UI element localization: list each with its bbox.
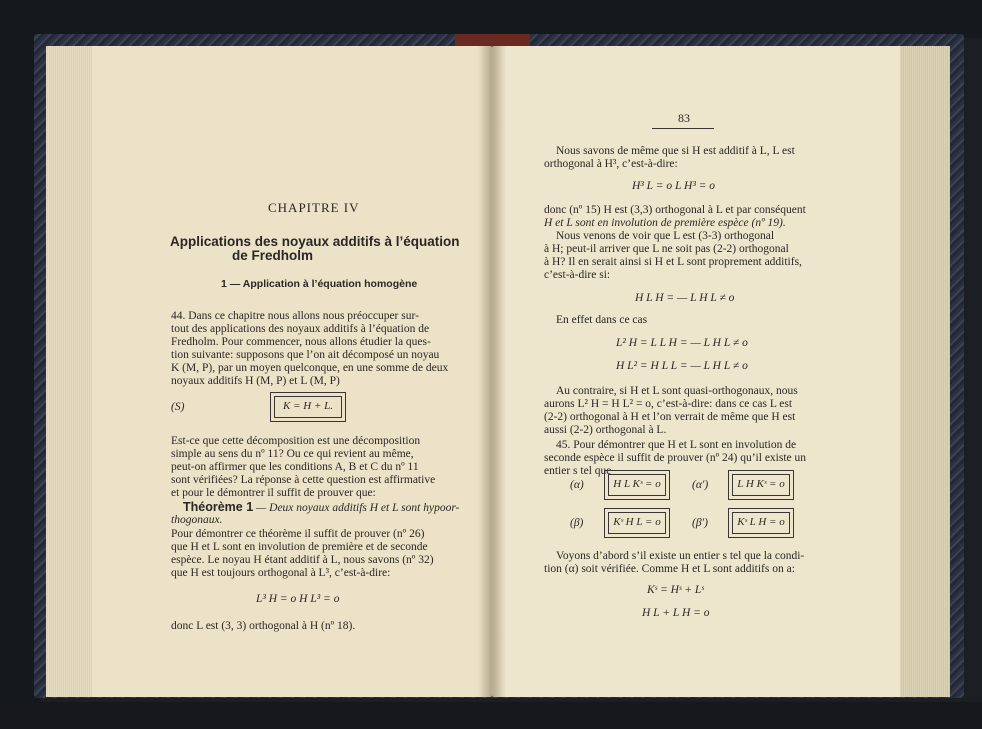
condition-alpha-label: (α) — [570, 479, 584, 491]
r-paragraph-1-line: Nous savons de même que si H est additif à L, L est — [556, 145, 795, 157]
condition-beta-label: (β) — [570, 517, 584, 529]
condition-alpha-prime-box — [728, 470, 794, 500]
r-paragraph-2-line: à H? Il en serait ainsi si H et L sont proprement additifs, — [544, 256, 802, 268]
r-paragraph-2-line: donc (nº 15) H est (3,3) orthogonal à L et par conséquent — [544, 204, 806, 216]
section-heading: 1 — Application à l’équation homogène — [221, 278, 418, 290]
theorem-label: Théorème 1 — [183, 500, 254, 514]
background-bottom — [0, 702, 982, 729]
paragraph-4: donc L est (3, 3) orthogonal à H (nº 18). — [171, 620, 356, 632]
paragraph-44-line: noyaux additifs H (M, P) et L (M, P) — [171, 375, 340, 387]
paragraph-2-line: sont vérifiées? La réponse à cette question est affirmative — [171, 474, 436, 486]
condition-beta-box — [604, 508, 670, 538]
paragraph-3-line: que H est toujours orthogonal à L³, c’est-à-dire: — [171, 567, 391, 579]
equation-s-label: (S) — [171, 401, 185, 413]
chapter-title-line2: de Fredholm — [232, 248, 314, 263]
left-page-edge — [46, 46, 92, 697]
r-paragraph-5-line: Voyons d’abord s’il existe un entier s tel que la condi- — [556, 550, 805, 562]
condition-beta-prime: Kˢ L H = o — [732, 512, 790, 534]
r-paragraph-45-line: 45. Pour démontrer que H et L sont en involution de — [556, 439, 797, 451]
paragraph-3-line: que H et L sont en involution de première et de seconde — [171, 541, 428, 553]
condition-alpha-prime: L H Kˢ = o — [732, 474, 790, 496]
paragraph-44-line: 44. Dans ce chapitre nous allons nous préoccuper sur- — [171, 310, 419, 322]
r-paragraph-4-line: aussi (2-2) orthogonal à L. — [544, 424, 667, 436]
paragraph-3-line: Pour démontrer ce théorème il suffit de prouver (nº 26) — [171, 528, 425, 540]
r-paragraph-45-line: entier s tel que — [544, 465, 612, 477]
paragraph-44-line: tion suivante: supposons que l’on ait décomposé un noyau — [171, 349, 440, 361]
book-gutter — [478, 46, 506, 697]
r-equation-1: H³ L = o L H³ = o — [632, 180, 716, 192]
paragraph-44-line: tout des applications des noyaux additifs à l’équation de — [171, 323, 430, 335]
r-equation-5: Kˢ = Hˢ + Lˢ — [647, 584, 704, 596]
paragraph-2-line: et pour le démontrer il suffit de prouver que: — [171, 487, 376, 499]
chapter-heading: CHAPITRE IV — [268, 200, 360, 215]
right-page — [492, 46, 950, 697]
condition-beta-prime-label: (β′) — [692, 517, 708, 529]
paragraph-2-line: Est-ce que cette décomposition est une décomposition — [171, 435, 421, 447]
theorem-text: — Deux noyaux additifs H et L sont hypoor- — [256, 502, 460, 514]
condition-alpha-prime-label: (α′) — [692, 479, 709, 491]
r-paragraph-4-line: Au contraire, si H et L sont quasi-orthogonaux, nous — [556, 385, 798, 397]
equation-l3h: L³ H = o H L³ = o — [256, 593, 340, 605]
r-paragraph-4-line: aurons L² H = H L² = o, c’est-à-dire: dans ce cas L est — [544, 398, 793, 410]
r-paragraph-2-line: c’est-à-dire si: — [544, 269, 611, 281]
r-equation-6: H L + L H = o — [642, 607, 710, 619]
left-page — [46, 46, 492, 697]
paragraph-3-line: espèce. Le noyau H étant additif à L, nous savons (nº 32) — [171, 554, 434, 566]
r-paragraph-2-line: H et L sont en involution de première espèce (nº 19). — [544, 217, 786, 229]
r-equation-3a: L² H = L L H = — L H L ≠ o — [616, 337, 748, 349]
r-paragraph-2-line: Nous venons de voir que L est (3-3) orthogonal — [556, 230, 775, 242]
right-page-edge — [900, 46, 950, 697]
r-paragraph-3: En effet dans ce cas — [556, 314, 648, 326]
r-paragraph-5-line: tion (α) soit vérifiée. Comme H et L sont additifs on a: — [544, 563, 795, 575]
r-equation-2: H L H = — L H L ≠ o — [635, 292, 735, 304]
paragraph-44-line: K (M, P), par un moyen quelconque, en une somme de deux — [171, 362, 449, 374]
page-number-rule — [652, 128, 714, 129]
condition-alpha-box — [604, 470, 670, 500]
equation-s-box — [270, 392, 346, 422]
condition-beta: Kˢ H L = o — [608, 512, 666, 534]
theorem-line1 — [183, 501, 459, 516]
paragraph-2-line: peut-on affirmer que les conditions A, B et C du nº 11 — [171, 461, 419, 473]
theorem-text-continued: thogonaux. — [171, 514, 223, 526]
equation-s: K = H + L. — [274, 396, 342, 418]
chapter-title-line1: Applications des noyaux additifs à l’équation — [170, 234, 460, 249]
r-paragraph-2-line: à H; peut-il arriver que L ne soit pas (2-2) orthogonal — [544, 243, 789, 255]
r-equation-3b: H L² = H L L = — L H L ≠ o — [616, 360, 748, 372]
r-paragraph-1-line: orthogonal à H³, c’est-à-dire: — [544, 158, 678, 170]
paragraph-2-line: simple au sens du nº 11? Ou ce qui revient au même, — [171, 448, 414, 460]
paragraph-44-line: Fredholm. Pour commencer, nous allons étudier la ques- — [171, 336, 431, 348]
r-paragraph-45-line: seconde espèce il suffit de prouver (nº 24) qu’il existe un — [544, 452, 807, 464]
page-number: 83 — [678, 111, 690, 125]
condition-alpha: H L Kˢ = o — [608, 474, 666, 496]
condition-beta-prime-box — [728, 508, 794, 538]
background-top — [0, 0, 982, 38]
r-paragraph-4-line: (2-2) orthogonal à H et l’on verrait de même que H est — [544, 411, 796, 423]
